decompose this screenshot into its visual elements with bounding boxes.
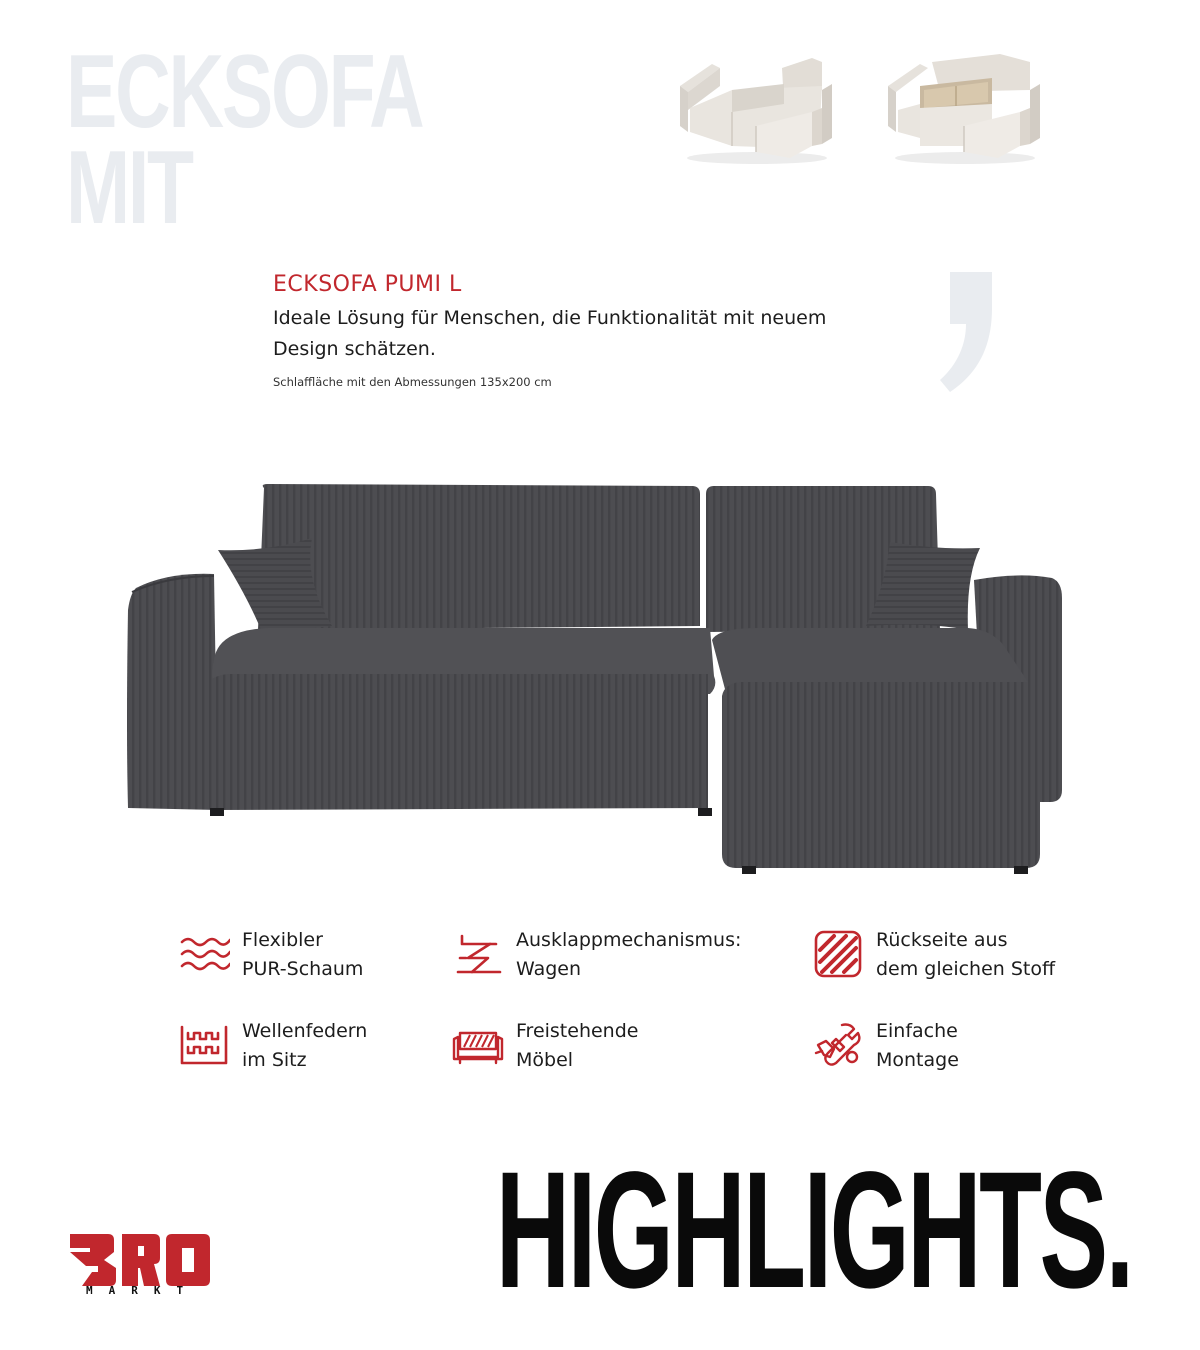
feature-label: Rückseite aus <box>876 929 1008 951</box>
sofa-thumbnail-open <box>880 46 1050 174</box>
background-title <box>66 34 423 246</box>
foam-waves-icon <box>178 928 230 980</box>
product-description-line: Ideale Lösung für Menschen, die Funktionalität mit neuem <box>273 307 827 329</box>
feature-item <box>178 1017 367 1075</box>
feature-label: Wagen <box>516 958 582 980</box>
corner-sofa-image <box>118 480 1078 880</box>
feature-item <box>452 1017 638 1075</box>
fold-out-mechanism-icon <box>452 928 504 980</box>
highlights-heading: HIGHLIGHTS. <box>496 1138 1132 1323</box>
feature-label: PUR-Schaum <box>242 958 364 980</box>
freestanding-sofa-icon <box>452 1019 504 1071</box>
product-description <box>273 303 953 365</box>
product-intro <box>273 272 953 389</box>
feature-item <box>812 1017 959 1075</box>
logo-subtext: MARKT <box>86 1284 200 1297</box>
sofa-thumbnail-closed <box>672 46 842 174</box>
background-title-line: MIT <box>66 130 192 246</box>
feature-item <box>178 926 363 984</box>
product-name: ECKSOFA PUMI L <box>273 272 462 297</box>
fabric-back-icon <box>812 928 864 980</box>
features-list <box>0 926 1200 1096</box>
feature-label: Montage <box>876 1049 959 1071</box>
product-description-line: Design schätzen. <box>273 338 436 360</box>
quote-mark-icon <box>936 268 996 396</box>
background-title-line: ECKSOFA <box>66 34 423 150</box>
feature-label: Ausklappmechanismus: <box>516 929 742 951</box>
wave-springs-icon <box>178 1019 230 1071</box>
sleeping-area-dimensions: Schlaffläche mit den Abmessungen 135x200 cm <box>273 375 552 389</box>
feature-label: dem gleichen Stoff <box>876 958 1056 980</box>
feature-item <box>812 926 1055 984</box>
assembly-tools-icon <box>812 1019 864 1071</box>
feature-label: im Sitz <box>242 1049 307 1071</box>
feature-label: Freistehende <box>516 1020 639 1042</box>
feature-label: Möbel <box>516 1049 574 1071</box>
feature-item <box>452 926 741 984</box>
feature-label: Flexibler <box>242 929 323 951</box>
feature-label: Einfache <box>876 1020 958 1042</box>
feature-label: Wellenfedern <box>242 1020 368 1042</box>
